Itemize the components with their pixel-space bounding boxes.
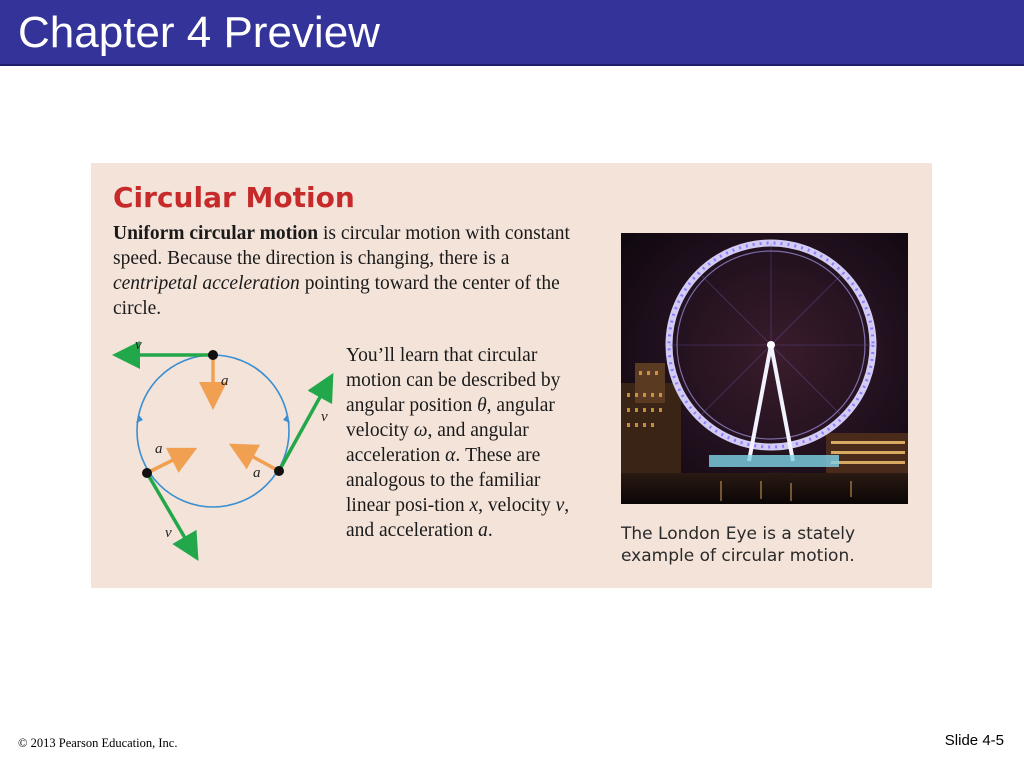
label-a-top: a <box>221 373 229 389</box>
intro-italic-term: centripetal acceleration <box>113 273 300 294</box>
slide-number: Slide 4-5 <box>944 732 1004 749</box>
velocity-arrow-left <box>147 473 195 555</box>
side-text-3: , and angular acceleration <box>346 420 529 466</box>
symbol-a: a <box>478 520 488 541</box>
intro-text-1: is circular motion with constant speed. Because the direction is changing, there is a <box>113 223 570 269</box>
side-paragraph <box>346 343 576 543</box>
photo-caption: The London Eye is a stately example of circular motion. <box>621 524 856 566</box>
intro-bold-term: Uniform circular motion <box>113 223 319 244</box>
circle-direction-arrow-right <box>283 415 290 423</box>
label-v-top: v <box>135 337 142 353</box>
label-a-right: a <box>253 465 261 481</box>
side-text-1: You’ll learn that circular motion can be described by angular position <box>346 345 561 416</box>
symbol-alpha: α <box>445 445 456 466</box>
slide-title: Chapter 4 Preview <box>18 8 380 57</box>
footer-copyright: © 2013 Pearson Education, Inc. <box>18 736 178 750</box>
content-panel <box>91 163 932 588</box>
circle-direction-arrow-left <box>136 415 143 423</box>
point-right <box>274 466 284 476</box>
side-text-2: , angular velocity <box>346 395 555 441</box>
london-eye-photo <box>621 233 908 504</box>
point-left <box>142 468 152 478</box>
side-text-5: , velocity <box>478 495 556 516</box>
label-v-right: v <box>321 409 328 425</box>
velocity-arrow-right <box>279 379 330 471</box>
symbol-theta: θ <box>477 395 487 416</box>
symbol-x: x <box>469 495 479 516</box>
intro-text-2: pointing toward the center of the circle. <box>113 273 560 319</box>
acceleration-arrow-left <box>147 451 191 473</box>
side-text-4: . These are analogous to the familiar linear posi-tion <box>346 445 541 516</box>
side-text-6: , and acceleration <box>346 495 570 541</box>
circular-motion-diagram <box>105 331 345 571</box>
side-text-7: . <box>487 520 493 541</box>
point-top <box>208 350 218 360</box>
panel-heading: Circular Motion <box>113 181 355 214</box>
title-bar <box>0 0 1024 66</box>
symbol-v: v <box>555 495 565 516</box>
intro-paragraph <box>113 221 573 321</box>
symbol-omega: ω <box>413 420 428 441</box>
label-v-left: v <box>165 525 172 541</box>
label-a-left: a <box>155 441 163 457</box>
